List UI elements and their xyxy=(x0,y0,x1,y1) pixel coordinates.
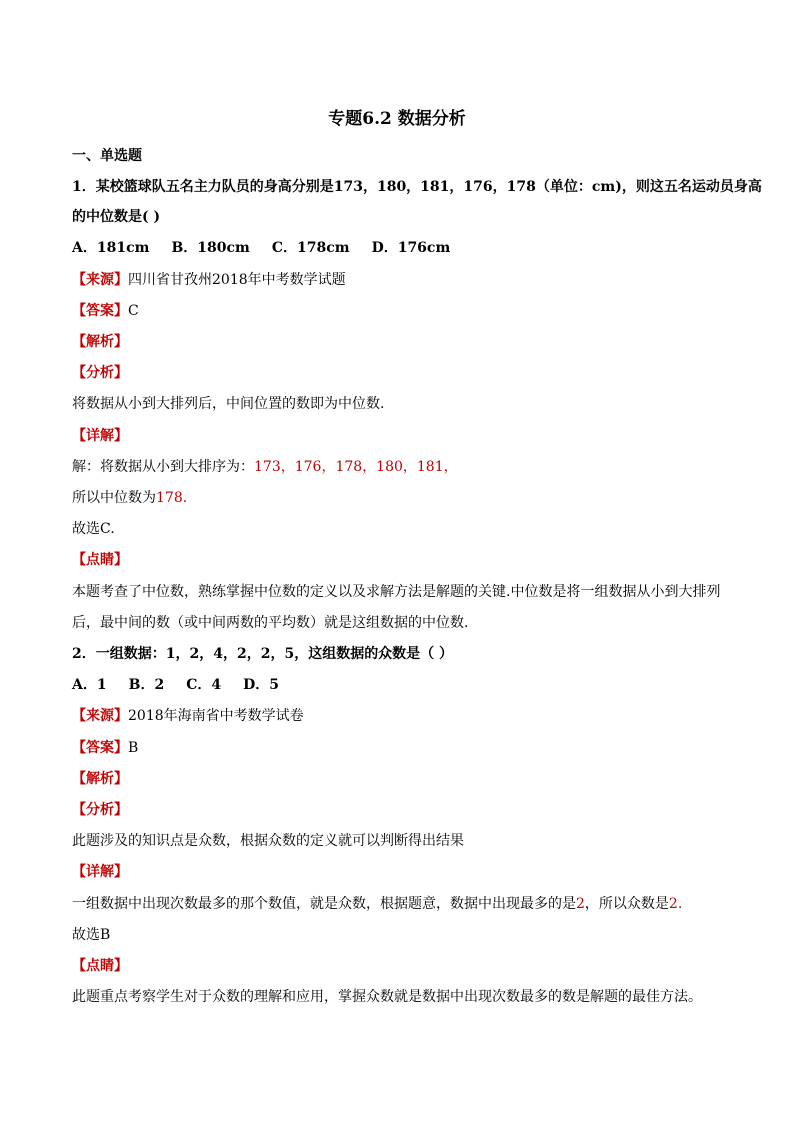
q1-fenxi-text: 将数据从小到大排列后，中间位置的数即为中位数. xyxy=(72,396,385,412)
q2-option-a: A．1 xyxy=(72,677,107,693)
q1-option-d: D．176cm xyxy=(371,240,451,256)
q2-fenxi-text: 此题涉及的知识点是众数，根据众数的定义就可以判断得出结果 xyxy=(72,833,464,849)
q2-answer-tag: 【答案】 xyxy=(72,740,128,756)
section-heading: 一、单选题 xyxy=(72,148,142,164)
q2-source-tag: 【来源】 xyxy=(72,708,128,724)
q2-option-c: C．4 xyxy=(186,677,222,693)
q1-stem-line2: 的中位数是( ) xyxy=(72,209,161,225)
page-title: 专题6.2 数据分析 xyxy=(328,109,466,129)
q1-answer-text: C xyxy=(128,303,139,319)
q2-source xyxy=(72,705,734,725)
q1-detail2-value: 178. xyxy=(156,490,188,506)
q1-stem-line1: 1．某校篮球队五名主力队员的身高分别是173，180，181，176，178（单位：cm)，则这五名运动员身高 xyxy=(72,179,762,195)
q1-answer xyxy=(72,300,734,320)
q2-answer-text: B xyxy=(128,740,139,756)
q1-detail-line3: 故选C. xyxy=(72,521,115,537)
q1-detail2-prefix: 所以中位数为 xyxy=(72,490,156,506)
q1-answer-tag: 【答案】 xyxy=(72,303,128,319)
q2-option-b: B．2 xyxy=(128,677,165,693)
q1-xiangjie-tag: 【详解】 xyxy=(72,428,128,444)
q1-dianjing-tag: 【点睛】 xyxy=(72,552,128,568)
q2-options xyxy=(72,674,734,694)
q2-stem: 2．一组数据：1，2，4，2，2，5，这组数据的众数是（ ） xyxy=(72,646,454,662)
q2-source-text: 2018年海南省中考数学试卷 xyxy=(128,708,304,724)
q1-source-text: 四川省甘孜州2018年中考数学试题 xyxy=(128,272,346,288)
q1-source-tag: 【来源】 xyxy=(72,272,128,288)
q2-detail1-v1: 2 xyxy=(576,896,585,912)
q1-option-c: C．178cm xyxy=(271,240,350,256)
q2-option-d: D．5 xyxy=(243,677,279,693)
q1-source xyxy=(72,269,734,289)
q1-detail1-values: 173，176，178，180，181， xyxy=(254,459,458,475)
q1-option-a: A．181cm xyxy=(72,240,150,256)
q2-dianjing-tag: 【点睛】 xyxy=(72,958,128,974)
q2-comment: 此题重点考察学生对于众数的理解和应用，掌握众数就是数据中出现次数最多的数是解题的最佳方法。 xyxy=(72,989,702,1005)
q1-options xyxy=(72,237,734,257)
q2-detail1-b: ，所以众数是 xyxy=(584,896,669,912)
q2-detail-line2: 故选B xyxy=(72,927,111,943)
q1-option-b: B．180cm xyxy=(171,240,250,256)
q2-detail-line1 xyxy=(72,893,734,913)
q1-comment-line2: 后，最中间的数（或中间两数的平均数）就是这组数据的中位数. xyxy=(72,615,469,631)
q1-comment-line1: 本题考查了中位数，熟练掌握中位数的定义以及求解方法是解题的关键.中位数是将一组数据从小到大排列 xyxy=(72,584,721,600)
q2-xiangjie-tag: 【详解】 xyxy=(72,864,128,880)
q1-detail-line2 xyxy=(72,487,734,507)
q2-fenxi-tag: 【分析】 xyxy=(72,802,128,818)
q1-fenxi-tag: 【分析】 xyxy=(72,365,128,381)
q1-detail1-prefix: 解：将数据从小到大排序为： xyxy=(72,459,254,475)
q2-detail1-v2: 2. xyxy=(668,896,683,912)
q1-detail-line1 xyxy=(72,456,734,476)
q2-detail1-a: 一组数据中出现次数最多的那个数值，就是众数，根据题意，数据中出现最多的是 xyxy=(72,896,576,912)
q2-answer xyxy=(72,737,734,757)
q1-jiexi-tag: 【解析】 xyxy=(72,334,128,350)
q2-jiexi-tag: 【解析】 xyxy=(72,771,128,787)
